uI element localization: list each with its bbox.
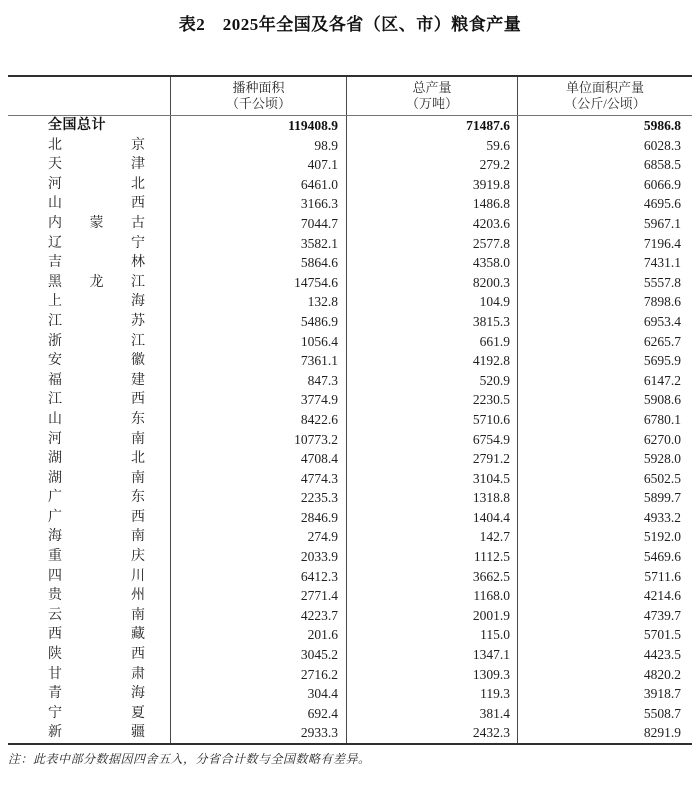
sown-area-value: 7044.7	[170, 214, 346, 234]
table-row	[8, 704, 692, 724]
sown-area-value: 201.6	[170, 625, 346, 645]
yield-value: 6265.7	[517, 332, 692, 352]
total-output-value: 520.9	[346, 371, 517, 391]
total-output-value: 1168.0	[346, 586, 517, 606]
total-output-value: 59.6	[346, 136, 517, 156]
sown-area-header-unit: （千公顷）	[225, 96, 291, 111]
yield-value: 7431.1	[517, 253, 692, 273]
sown-area-value: 2033.9	[170, 547, 346, 567]
table-row	[8, 508, 692, 528]
region-name: 云 南	[48, 607, 145, 623]
table-row	[8, 547, 692, 567]
table-header-row	[8, 77, 692, 116]
sown-area-value: 5864.6	[170, 253, 346, 273]
sown-area-value: 98.9	[170, 136, 346, 156]
yield-value: 5967.1	[517, 214, 692, 234]
yield-value: 5711.6	[517, 567, 692, 587]
yield-header-label: 单位面积产量	[565, 79, 644, 95]
sown-area-value: 6461.0	[170, 175, 346, 195]
yield-value: 4214.6	[517, 586, 692, 606]
sown-area-value: 407.1	[170, 155, 346, 175]
table-row	[8, 567, 692, 587]
sown-area-value: 3166.3	[170, 194, 346, 214]
sown-area-value: 132.8	[170, 292, 346, 312]
table-row	[8, 371, 692, 391]
yield-value: 5192.0	[517, 527, 692, 547]
total-output-value: 3815.3	[346, 312, 517, 332]
region-name: 辽 宁	[48, 235, 145, 251]
table-row	[8, 430, 692, 450]
table-row	[8, 194, 692, 214]
table-row	[8, 586, 692, 606]
total-output-value: 2230.5	[346, 390, 517, 410]
total-output-value: 142.7	[346, 527, 517, 547]
yield-value: 5899.7	[517, 488, 692, 508]
yield-value: 5986.8	[517, 116, 692, 136]
total-output-value: 2432.3	[346, 723, 517, 743]
yield-value: 5508.7	[517, 704, 692, 724]
table-row	[8, 410, 692, 430]
region-name: 安 徽	[48, 353, 145, 369]
yield-value: 4820.2	[517, 665, 692, 685]
region-name: 河 南	[48, 431, 145, 447]
yield-value: 6270.0	[517, 430, 692, 450]
region-name: 广 东	[48, 490, 145, 506]
yield-value: 5557.8	[517, 273, 692, 293]
yield-value: 6028.3	[517, 136, 692, 156]
yield-value: 4739.7	[517, 606, 692, 626]
region-name: 贵 州	[48, 588, 145, 604]
table-row	[8, 684, 692, 704]
table-row	[8, 723, 692, 743]
sown-area-value: 2771.4	[170, 586, 346, 606]
total-output-value: 119.3	[346, 684, 517, 704]
yield-value: 6502.5	[517, 469, 692, 489]
sown-area-value: 3774.9	[170, 390, 346, 410]
total-output-value: 4358.0	[346, 253, 517, 273]
region-name: 河 北	[48, 176, 145, 192]
total-output-value: 2001.9	[346, 606, 517, 626]
total-output-value: 1486.8	[346, 194, 517, 214]
region-name: 天 津	[48, 157, 145, 173]
total-output-value: 279.2	[346, 155, 517, 175]
footnote: 注：此表中部分数据因四舍五入，分省合计数与全国数略有差异。	[8, 752, 371, 766]
total-output-value: 1347.1	[346, 645, 517, 665]
sown-area-value: 119408.9	[170, 116, 346, 136]
table-row	[8, 645, 692, 665]
table-row	[8, 469, 692, 489]
total-output-value: 1404.4	[346, 508, 517, 528]
table-row	[8, 606, 692, 626]
region-name: 西 藏	[48, 627, 145, 643]
yield-value: 7898.6	[517, 292, 692, 312]
region-name: 山 西	[48, 196, 145, 212]
total-output-value: 115.0	[346, 625, 517, 645]
yield-value: 5908.6	[517, 390, 692, 410]
table-row	[8, 234, 692, 254]
sown-area-value: 14754.6	[170, 273, 346, 293]
total-output-value: 3104.5	[346, 469, 517, 489]
table-row	[8, 488, 692, 508]
region-name: 广 西	[48, 509, 145, 525]
total-output-value: 1112.5	[346, 547, 517, 567]
sown-area-value: 2933.3	[170, 723, 346, 743]
region-name: 海 南	[48, 529, 145, 545]
total-output-value: 2791.2	[346, 449, 517, 469]
yield-value: 5928.0	[517, 449, 692, 469]
region-name: 全国总计	[48, 118, 106, 133]
sown-area-value: 3582.1	[170, 234, 346, 254]
sown-area-value: 7361.1	[170, 351, 346, 371]
table-row	[8, 390, 692, 410]
yield-value: 4933.2	[517, 508, 692, 528]
grain-production-table	[8, 75, 692, 745]
total-output-value: 4192.8	[346, 351, 517, 371]
table-row	[8, 155, 692, 175]
total-output-value: 381.4	[346, 704, 517, 724]
region-name: 上 海	[48, 294, 145, 310]
total-output-value: 8200.3	[346, 273, 517, 293]
sown-area-column-header	[170, 77, 346, 115]
region-name: 吉 林	[48, 255, 145, 271]
region-name: 甘 肃	[48, 666, 145, 682]
yield-value: 6858.5	[517, 155, 692, 175]
region-name: 江 苏	[48, 313, 145, 329]
table-body	[8, 116, 692, 743]
table-row	[8, 665, 692, 685]
sown-area-value: 3045.2	[170, 645, 346, 665]
table-title: 表2 2025年全国及各省（区、市）粮食产量	[178, 15, 522, 34]
yield-value: 6066.9	[517, 175, 692, 195]
yield-value: 3918.7	[517, 684, 692, 704]
region-name: 陕 西	[48, 647, 145, 663]
region-name: 浙 江	[48, 333, 145, 349]
sown-area-value: 6412.3	[170, 567, 346, 587]
yield-value: 6780.1	[517, 410, 692, 430]
total-output-header-unit: （万吨）	[405, 96, 458, 111]
total-output-value: 71487.6	[346, 116, 517, 136]
sown-area-value: 4708.4	[170, 449, 346, 469]
region-name: 黑 龙 江	[48, 274, 145, 290]
sown-area-header-label: 播种面积	[232, 79, 285, 95]
region-name: 内 蒙 古	[48, 215, 145, 231]
sown-area-value: 2846.9	[170, 508, 346, 528]
table-row	[8, 116, 692, 136]
sown-area-value: 1056.4	[170, 332, 346, 352]
total-output-value: 2577.8	[346, 234, 517, 254]
yield-value: 4695.6	[517, 194, 692, 214]
sown-area-value: 2716.2	[170, 665, 346, 685]
total-output-column-header	[346, 77, 517, 115]
table-row	[8, 136, 692, 156]
total-output-value: 1318.8	[346, 488, 517, 508]
yield-value: 6953.4	[517, 312, 692, 332]
table-row	[8, 351, 692, 371]
sown-area-value: 8422.6	[170, 410, 346, 430]
table-row	[8, 273, 692, 293]
table-row	[8, 292, 692, 312]
region-name: 江 西	[48, 392, 145, 408]
sown-area-value: 692.4	[170, 704, 346, 724]
total-output-value: 661.9	[346, 332, 517, 352]
yield-value: 5469.6	[517, 547, 692, 567]
sown-area-value: 274.9	[170, 527, 346, 547]
yield-header-unit: （公斤/公顷）	[564, 96, 646, 111]
sown-area-value: 5486.9	[170, 312, 346, 332]
table-row	[8, 175, 692, 195]
sown-area-value: 2235.3	[170, 488, 346, 508]
total-output-value: 4203.6	[346, 214, 517, 234]
document-page	[0, 14, 700, 767]
table-row	[8, 449, 692, 469]
region-name: 山 东	[48, 411, 145, 427]
yield-value: 7196.4	[517, 234, 692, 254]
table-row	[8, 312, 692, 332]
region-column-header	[8, 77, 170, 115]
sown-area-value: 304.4	[170, 684, 346, 704]
region-name: 宁 夏	[48, 705, 145, 721]
total-output-value: 5710.6	[346, 410, 517, 430]
yield-value: 8291.9	[517, 723, 692, 743]
region-name: 湖 北	[48, 451, 145, 467]
region-name: 湖 南	[48, 470, 145, 486]
total-output-header-label: 总产量	[412, 79, 452, 95]
region-name: 重 庆	[48, 549, 145, 565]
yield-value: 6147.2	[517, 371, 692, 391]
table-row	[8, 253, 692, 273]
region-name: 北 京	[48, 137, 145, 153]
yield-value: 5701.5	[517, 625, 692, 645]
yield-value: 4423.5	[517, 645, 692, 665]
region-name: 青 海	[48, 686, 145, 702]
region-name: 福 建	[48, 372, 145, 388]
sown-area-value: 4774.3	[170, 469, 346, 489]
sown-area-value: 10773.2	[170, 430, 346, 450]
sown-area-value: 4223.7	[170, 606, 346, 626]
yield-column-header	[517, 77, 692, 115]
total-output-value: 3919.8	[346, 175, 517, 195]
total-output-value: 104.9	[346, 292, 517, 312]
region-name: 新 疆	[48, 725, 145, 741]
total-output-value: 6754.9	[346, 430, 517, 450]
table-row	[8, 214, 692, 234]
sown-area-value: 847.3	[170, 371, 346, 391]
table-row	[8, 527, 692, 547]
table-row	[8, 332, 692, 352]
total-output-value: 3662.5	[346, 567, 517, 587]
total-output-value: 1309.3	[346, 665, 517, 685]
yield-value: 5695.9	[517, 351, 692, 371]
region-name: 四 川	[48, 568, 145, 584]
table-row	[8, 625, 692, 645]
